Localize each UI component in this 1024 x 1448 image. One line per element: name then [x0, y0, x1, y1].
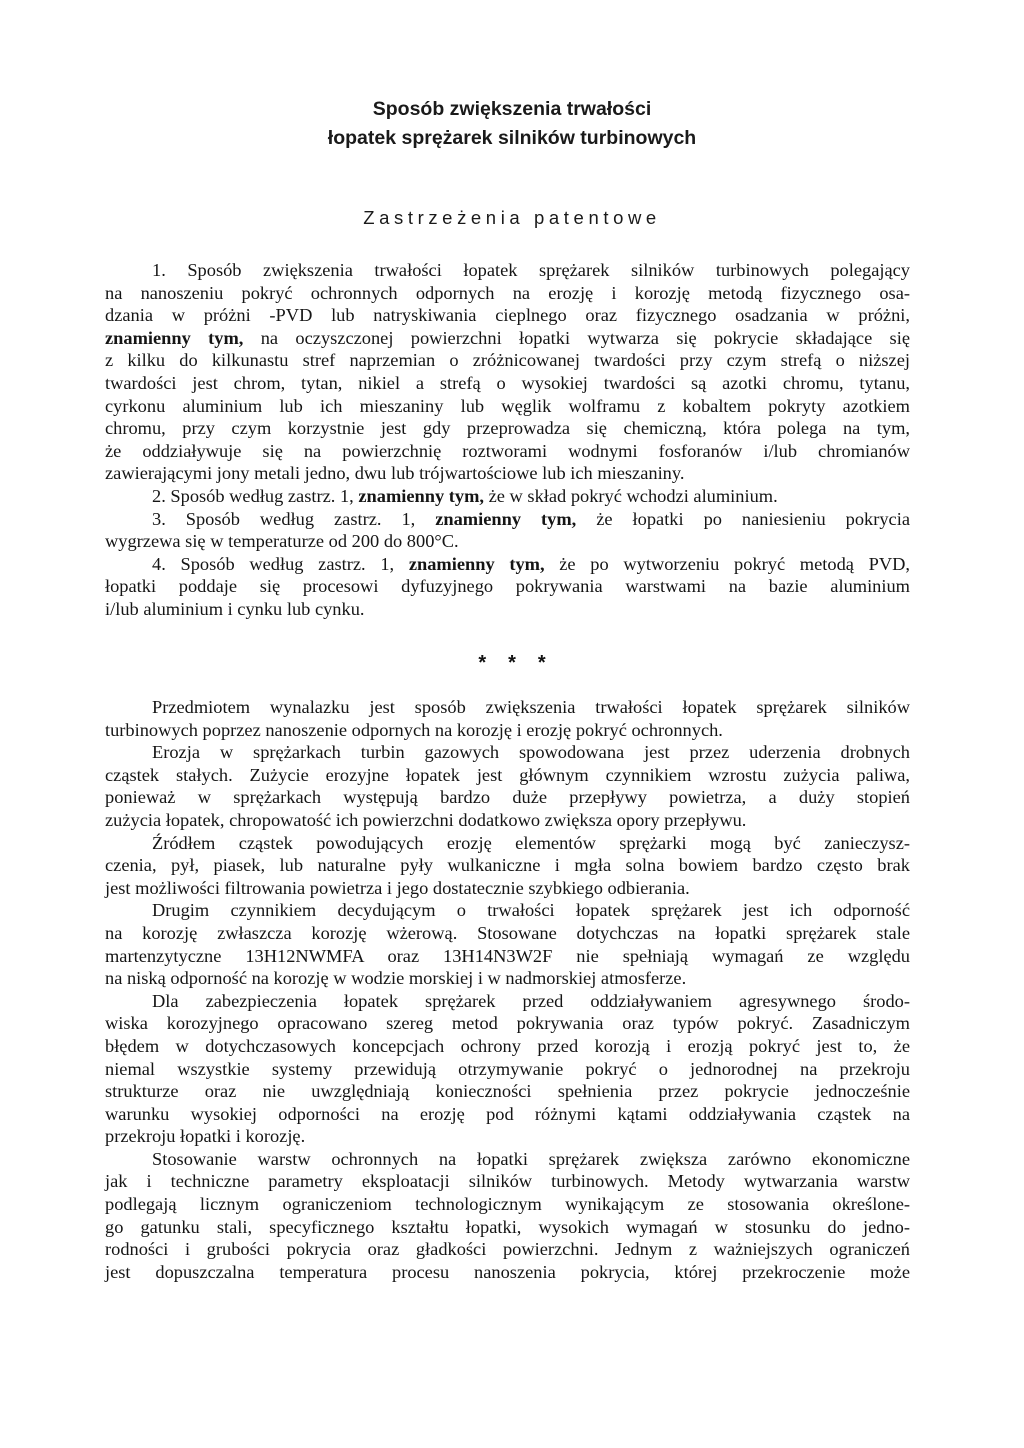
claim-line — [105, 349, 910, 372]
description-line: strukturze oraz nie uwzględniają konieczności spełnienia przez pokrycie jednocześnie — [105, 1081, 910, 1102]
claim-keyword: znamienny tym, — [105, 327, 244, 348]
claim-line — [105, 282, 910, 305]
claim-paragraph — [105, 508, 910, 553]
description-line: Stosowanie warstw ochronnych na łopatki sprężarek zwiększa zarówno ekonomiczne — [152, 1148, 910, 1169]
claim-text: 2. Sposób według zastrz. 1, — [152, 485, 359, 506]
description-line: Źródłem cząstek powodujących erozję elementów sprężarki mogą być zanieczysz- — [152, 832, 910, 853]
description-paragraph — [105, 990, 910, 1148]
claim-line — [105, 395, 910, 418]
claim-text: chromu, przy czym korzystnie jest gdy przeprowadza się chemiczną, która polega na tym, — [105, 418, 910, 439]
title-line-2: łopatek sprężarek silników turbinowych — [327, 127, 697, 149]
claim-line — [105, 575, 910, 598]
description-paragraph — [105, 899, 910, 989]
description-line: martenzytyczne 13H12NWMFA oraz 13H14N3W2F nie spełniają wymagań ze względu — [105, 945, 910, 966]
description-line: jest dopuszczalna temperatura procesu nanoszenia pokrycia, której przekroczenie może — [105, 1261, 910, 1282]
description-paragraph — [105, 832, 910, 900]
claim-line — [105, 440, 910, 463]
claim-text: cyrkonu aluminium lub ich mieszaniny lub węglik wolframu z kobaltem pokryty azotkiem — [105, 395, 910, 416]
claim-text: i/lub aluminium i cynku lub cynku. — [105, 598, 365, 619]
description-line: rodności i grubości pokrycia oraz gładkości powierzchni. Jednym z ważniejszych ograniczeń — [105, 1239, 910, 1260]
description-line: błędem w dotychczasowych koncepcjach ochrony przed korozją i erozją pokryć jest to, że — [105, 1035, 910, 1056]
claims-heading: Zastrzeżenia patentowe — [363, 207, 661, 228]
title-line-1: Sposób zwiększenia trwałości — [372, 98, 652, 120]
description-line: turbinowych poprzez nanoszenie odpornych na korozję i erozję pokryć ochronnych. — [105, 719, 723, 740]
description-line: Przedmiotem wynalazku jest sposób zwiększenia trwałości łopatek sprężarek silników — [152, 697, 910, 717]
section-separator: *** — [478, 652, 568, 674]
description-line: Erozja w sprężarkach turbin gazowych spowodowana jest przez uderzenia drobnych — [152, 742, 910, 763]
claim-line — [105, 485, 910, 508]
description-paragraph — [105, 1148, 910, 1284]
claim-text: 4. Sposób według zastrz. 1, — [152, 553, 409, 574]
description-line: Dla zabezpieczenia łopatek sprężarek przed oddziaływaniem agresywnego środo- — [152, 990, 910, 1011]
claim-text: twardości jest chrom, tytan, nikiel a strefą o wysokiej twardości są azotki chromu, tytanu, — [105, 372, 910, 393]
description-line: jest możliwości filtrowania powietrza i jego dostatecznie szybkiego odbierania. — [105, 877, 690, 898]
description-line: warunku wysokiej odporności na erozję pod różnymi kątami oddziaływania cząstek na — [105, 1103, 910, 1124]
claim-line — [105, 598, 910, 621]
description-paragraph — [105, 741, 910, 831]
claim-text: na oczyszczonej powierzchni łopatki wytwarza się pokrycie składające się — [243, 327, 910, 348]
claim-text: na nanoszeniu pokryć ochronnych odpornych na erozję i korozję metodą fizycznego osa- — [105, 282, 910, 303]
claim-line — [105, 553, 910, 576]
claim-line — [105, 304, 910, 327]
claim-text: że łopatki po naniesieniu pokrycia — [576, 508, 910, 529]
claim-text: łopatki poddaje się procesowi dyfuzyjnego pokrywania warstwami na bazie aluminium — [105, 576, 910, 597]
claim-line — [105, 372, 910, 395]
claim-line — [105, 508, 910, 531]
claim-paragraph — [105, 485, 910, 508]
description-line: zużycia łopatek, chropowatość ich powierzchni dodatkowo zwiększa opory przepływu. — [105, 809, 747, 830]
description-line: go gatunku stali, specyficznego kształtu łopatki, wysokich wymagań w stosunku do jedno- — [105, 1216, 910, 1237]
description-section — [105, 696, 910, 1283]
claim-keyword: znamienny tym, — [358, 485, 485, 506]
claim-line — [105, 259, 910, 282]
claim-keyword: znamienny tym, — [408, 553, 545, 574]
claim-text: że po wytworzeniu pokryć metodą PVD, — [544, 553, 911, 574]
claims-section — [105, 259, 910, 621]
claim-text: z kilku do kilkunastu stref naprzemian o zróżnicowanej twardości przy czym strefą o niższej — [105, 350, 910, 371]
description-line: wiska korozyjnego opracowano szereg metod pokrywania oraz typów pokryć. Zasadniczym — [105, 1013, 910, 1034]
claim-paragraph — [105, 553, 910, 621]
description-line: Drugim czynnikiem decydującym o trwałości łopatek sprężarek jest ich odporność — [152, 900, 910, 921]
claim-keyword: znamienny tym, — [435, 508, 577, 529]
claim-text: 1. Sposób zwiększenia trwałości łopatek sprężarek silników turbinowych polegający — [152, 260, 910, 280]
description-line: czenia, pył, piasek, lub naturalne pyły wulkaniczne i mgła solna bowiem bardzo często brak — [105, 855, 910, 876]
description-line: na niską odporność na korozję w wodzie morskiej i w nadmorskiej atmosferze. — [105, 968, 687, 989]
description-line: ponieważ w sprężarkach występują bardzo duże przepływy powietrza, a duży stopień — [105, 787, 910, 808]
claim-text: dzania w próżni -PVD lub natryskiwania cieplnego oraz fizycznego osadzania w próżni, — [105, 305, 910, 326]
claim-text: że oddziaływuje się na powierzchnię roztworami wodnymi fosforanów i/lub chromianów — [105, 440, 910, 461]
description-line: niemal wszystkie systemy przewidują otrzymywanie pokryć o jednorodnej na przekroju — [105, 1058, 910, 1079]
claim-text: że w skład pokryć wchodzi aluminium. — [484, 485, 778, 506]
description-line: na korozję zwłaszcza korozję wżerową. Stosowane dotychczas na łopatki sprężarek stale — [105, 922, 910, 943]
claim-line — [105, 417, 910, 440]
claim-text: zawierającymi jony metali jedno, dwu lub trójwartościowe lub ich mieszaniny. — [105, 463, 685, 484]
document-title — [0, 95, 1024, 153]
description-line: jak i techniczne parametry eksploatacji silników turbinowych. Metody wytwarzania warstw — [105, 1171, 910, 1192]
description-line: podlegają licznym ograniczeniom technologicznym wynikającym ze stosowania określone- — [105, 1194, 910, 1215]
claim-line — [105, 462, 910, 485]
claim-line — [105, 530, 910, 553]
description-line: przekroju łopatki i korozję. — [105, 1126, 306, 1147]
claim-text: wygrzewa się w temperaturze od 200 do 800°C. — [105, 531, 459, 552]
claim-text: 3. Sposób według zastrz. 1, — [152, 508, 436, 529]
claim-paragraph — [105, 259, 910, 485]
description-line: cząstek stałych. Zużycie erozyjne łopatek jest głównym czynnikiem wzrostu zużycia paliwa, — [105, 764, 910, 785]
claim-line — [105, 327, 910, 350]
description-paragraph — [105, 696, 910, 741]
